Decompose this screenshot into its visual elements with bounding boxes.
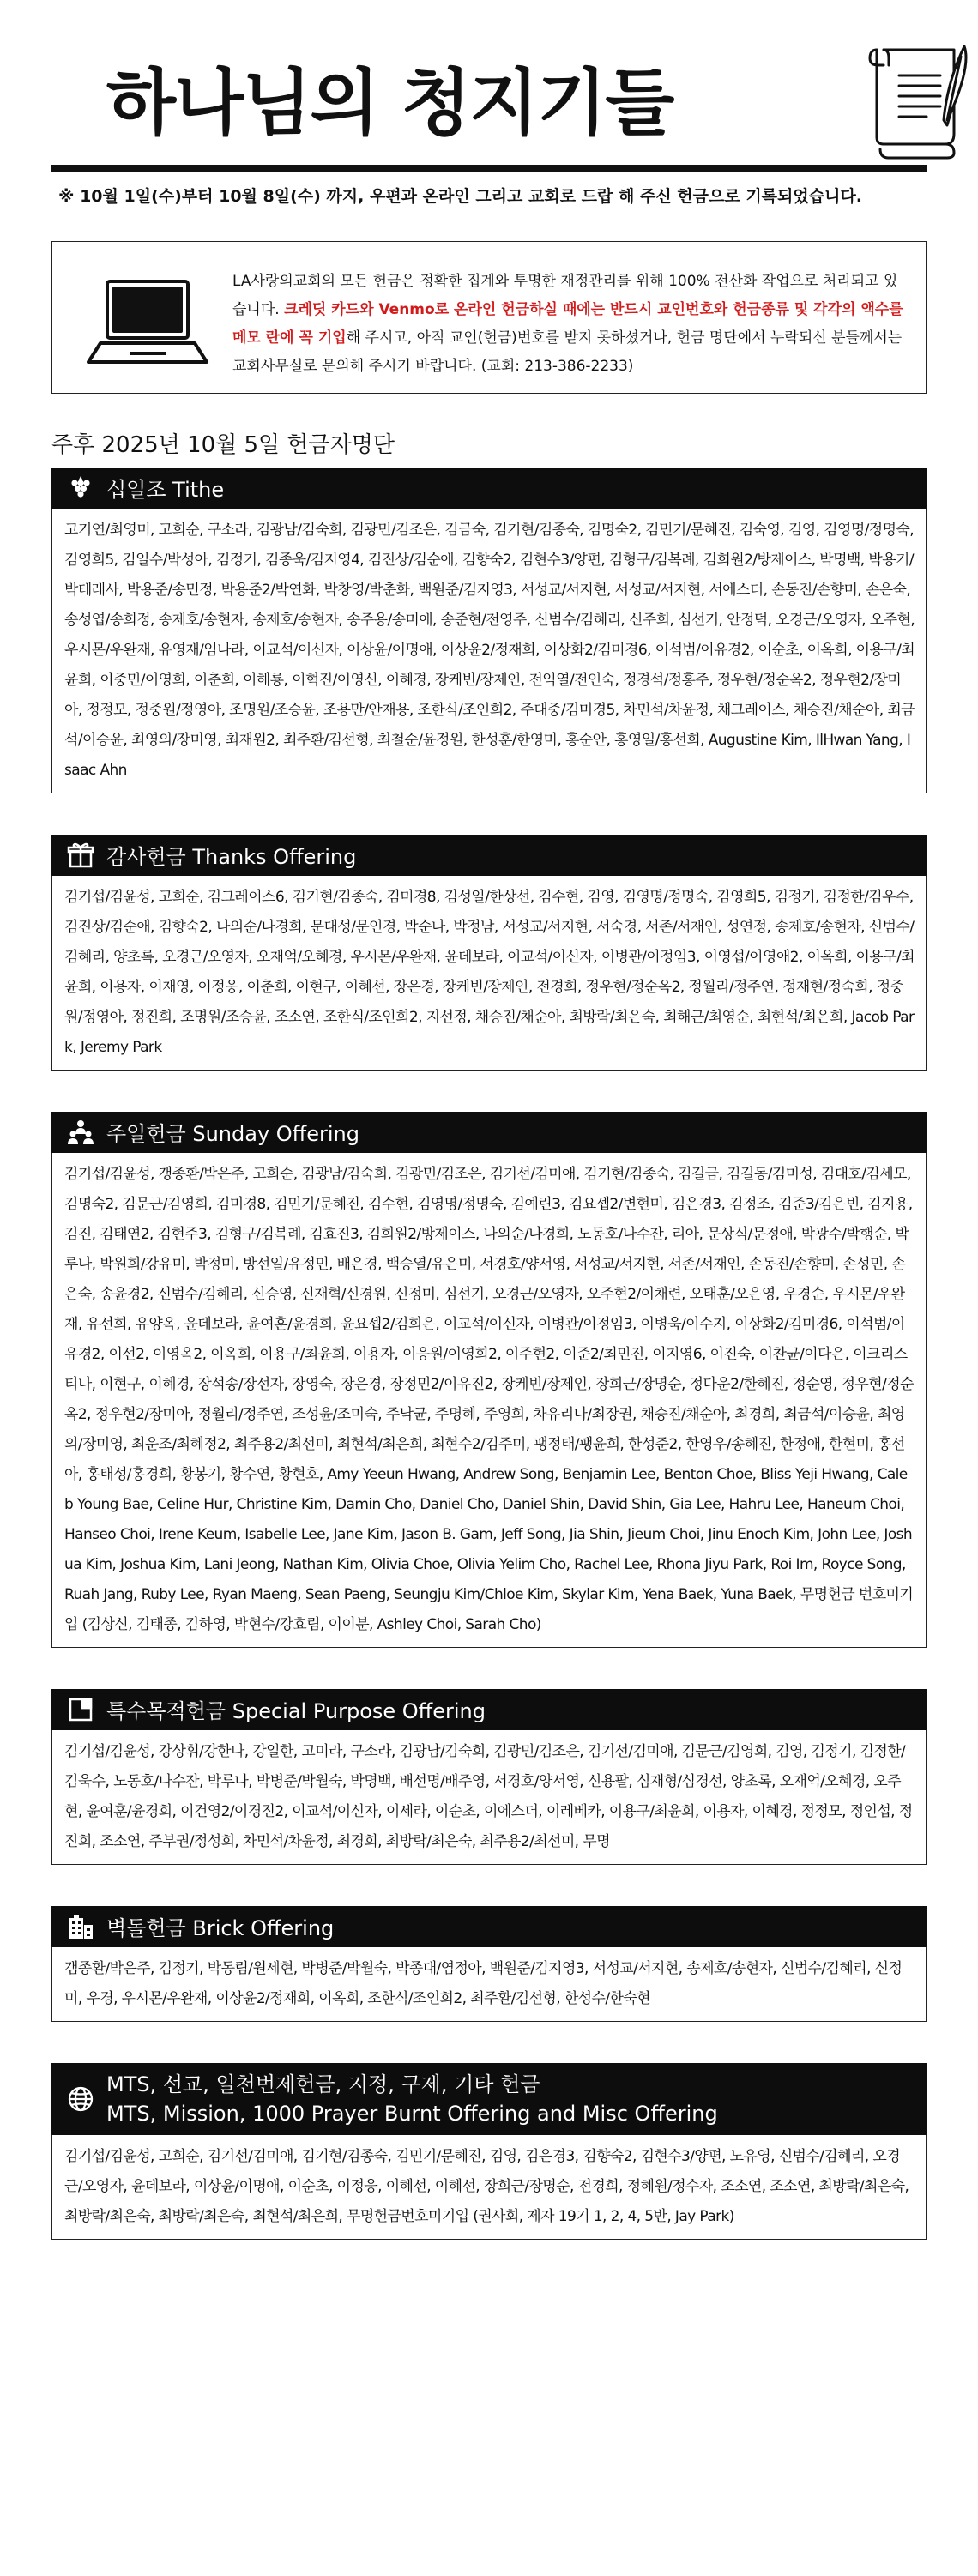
- section-names: 김기섭/김윤성, 갱종환/박은주, 고희순, 김광남/김숙희, 김광민/김조은, 김기선/김미애, 김기현/김종숙, 김길금, 김길동/김미성, 김대호/김세모, 김명숙2, 김문근/김영희, 김미경8, 김민기/문혜진, 김수현, 김영명/정명숙, 김예린3, 김요셉2/변현미, 김은경3, 김정조, 김준3/김은빈, 김지용, 김진, 김태연2, 김현주3, 김형구/김복례, 김효진3, 김희원2/방제이스, 나의순/나경희, 노동호/나수잔, 리아, 문상식/문정애, 박광수/박행순, 박루나, 박원희/강유미, 박정미, 방선일/유정민, 배은경, 백승열/유은미, 서경호/양서영, 서성교/서지현, 서존/서재인, 손동진/손향미, 손성민, 손은숙, 송윤경2, 신범수/김혜리, 신승영, 신재혁/신경원, 신정미, 심선기, 오경근/오영자, 오주현2/이채련, 오태훈/오은영, 우경순, 우시몬/우완재, 유선희, 유양옥, 윤데보라, 윤여훈/윤경희, 윤요셉2/김희은, 이교석/이신자, 이병관/이정임3, 이병욱/이수지, 이상화2/김미경6, 이석범/이유경2, 이선2, 이영옥2, 이옥희, 이용구/최윤희, 이용자, 이응원/이영희2, 이주현2, 이준2/최민진, 이지영6, 이진숙, 이찬균/이다은, 이크리스티나, 이현구, 이혜경, 장석송/장선자, 장영숙, 장은경, 장정민2/이유진2, 장케빈/장제인, 장희근/장명순, 정다운2/한혜진, 정순영, 정우현/정순옥2, 정우현2/장미아, 정월리/정주연, 조성윤/조미숙, 주낙균, 주명혜, 주영희, 차유리나/최장권, 채승진/채순아, 최경희, 최금석/이승윤, 최영의/장미영, 최운조/최혜정2, 최주용2/최선미, 최현석/최은희, 최현수2/김주미, 팽정태/팽윤희, 한성준2, 한영우/송혜진, 한정애, 한현미, 홍선아, 홍태성/홍경희, 황봉기, 황수연, 황현호, Amy Yeeun Hwang, Andrew Song, Benjamin Lee, Benton Choe, Bliss Yeji Hwang, Caleb Young Bae, Celine Hur, Christine Kim, Damin Cho, Daniel Cho, Daniel Shin, David Shin, Gia Lee, Hahru Lee, Haneum Choi, Hanseo Choi, Irene Keum, Isabelle Lee, Jane Kim, Jason B. Gam, Jeff Song, Jia Shin, Jieum Choi, Jinu Enoch Kim, John Lee, Joshua Kim, Joshua Kim, Lani Jeong, Nathan Kim, Olivia Choe, Olivia Yelim Cho, Rachel Lee, Rhona Jiyu Park, Roi Im, Royce Song, Ruah Jang, Ruby Lee, Ryan Maeng, Sean Paeng, Seungju Kim/Chloe Kim, Skylar Kim, Yena Baek, Yuna Baek, 무명헌금 번호미기입 (김상신, 김태종, 김하영, 박현수/강효림, 이이분, Ashley Choi, Sarah Cho): [51, 1153, 927, 1648]
- section-mts: [51, 2063, 927, 2240]
- section-names: 김기섭/김윤성, 고희순, 김그레이스6, 김기현/김종숙, 김미경8, 김성일/한상선, 김수현, 김영, 김영명/정명숙, 김영희5, 김정기, 김정한/김우수, 김진상/김순애, 김향숙2, 나의순/나경희, 문대성/문인경, 박순나, 박정남, 서성교/서지현, 서숙경, 서존/서재인, 성연정, 송제호/송현자, 신범수/김혜리, 양초록, 오경근/오영자, 오재억/오혜경, 우시몬/우완재, 윤데보라, 이교석/이신자, 이병관/이정임3, 이영섭/이영애2, 이옥희, 이용구/최윤희, 이용자, 이재영, 이정웅, 이춘희, 이현구, 이혜선, 장은경, 장케빈/장제인, 전경희, 정우현/정순옥2, 정월리/정주연, 정재현/정숙희, 정중원/정영아, 정진희, 조명원/조승윤, 조소연, 조한식/조인희2, 지선정, 채승진/채순아, 최방락/최은숙, 최해근/최영순, 최현석/최은희, Jacob Park, Jeremy Park: [51, 876, 927, 1071]
- section-special: [51, 1689, 927, 1865]
- people-icon: [67, 1119, 94, 1146]
- header-rule: [51, 165, 927, 172]
- scroll-quill-icon: [858, 31, 978, 160]
- section-brick: [51, 1906, 927, 2022]
- section-title-en: MTS, Mission, 1000 Prayer Burnt Offering and Misc Offering: [106, 2101, 718, 2126]
- section-header: [51, 1689, 927, 1730]
- section-title-ko: MTS, 선교, 일천번제헌금, 지정, 구제, 기타 헌금: [106, 2072, 540, 2096]
- section-title: 감사헌금 Thanks Offering: [106, 845, 357, 870]
- header: [51, 0, 927, 163]
- globe-icon: [67, 2085, 94, 2113]
- section-thanks: [51, 835, 927, 1071]
- section-header: [51, 1906, 927, 1947]
- section-header: [51, 835, 927, 876]
- section-names: 김기섭/김윤성, 고희순, 김기선/김미애, 김기현/김종숙, 김민기/문혜진, 김영, 김은경3, 김향숙2, 김현수3/양편, 노유영, 신범수/김혜리, 오경근/오영자, 윤데보라, 이상윤/이명애, 이순초, 이정웅, 이혜선, 이혜선, 장희근/장명순, 전경희, 정혜원/정수자, 조소연, 조소연, 최방락/최은숙, 최방락/최은숙, 최방락/최은숙, 최현석/최은희, 무명헌금번호미기입 (권사회, 제자 19기 1, 2, 4, 5반, Jay Park): [51, 2135, 927, 2240]
- week-heading: 주후 2025년 10월 5일 헌금자명단: [51, 431, 395, 458]
- info-highlight: 크레딧 카드와 Venmo로 온라인 헌금하실 때에는 반드시 교인번호와 헌금종류 및 각각의 액수를 메모 란에 꼭 기입: [232, 300, 903, 347]
- section-title: 특수목적헌금 Special Purpose Offering: [106, 1699, 486, 1724]
- gift-icon: [67, 842, 94, 869]
- section-header: [51, 1112, 927, 1153]
- building-icon: [67, 1913, 94, 1940]
- section-header: [51, 468, 927, 509]
- section-title: 십일조 Tithe: [106, 478, 225, 503]
- section-tithe: [51, 468, 927, 793]
- info-box: [51, 241, 927, 394]
- section-title: 주일헌금 Sunday Offering: [106, 1122, 359, 1147]
- section-names: 갬종환/박은주, 김정기, 박동림/원세현, 박병준/박월숙, 박종대/염정아, 백원준/김지영3, 서성교/서지현, 송제호/송현자, 신범수/김혜리, 신정미, 우경, 우시몬/우완재, 이상윤2/정재희, 이옥희, 조한식/조인희2, 최주환/김선형, 한성수/한숙현: [51, 1947, 927, 2022]
- notice-text: ※ 10월 1일(수)부터 10월 8일(수) 까지, 우편과 온라인 그리고 교회로 드랍 해 주신 헌금으로 기록되었습니다.: [58, 187, 863, 206]
- section-header: [51, 2063, 927, 2135]
- section-title: [106, 2070, 718, 2128]
- section-names: 고기연/최영미, 고희순, 구소라, 김광남/김숙희, 김광민/김조은, 김금숙, 김기현/김종숙, 김명숙2, 김민기/문혜진, 김숙영, 김영, 김영명/정명숙, 김영희5, 김일수/박성아, 김정기, 김종욱/김지영4, 김진상/김순애, 김향숙2, 김현수3/양편, 김형구/김복례, 김희원2/방제이스, 박명백, 박용기/박테레사, 박용준/송민정, 박용준2/박연화, 박창영/박춘화, 백원준/김지영3, 서성교/서지현, 서성교/서지현, 서에스더, 손동진/손향미, 손은숙, 송성엽/송희정, 송제호/송현자, 송제호/송현자, 송주용/송미애, 송준현/전영주, 신범수/김혜리, 신주희, 심선기, 안정덕, 오경근/오영자, 오주현, 우시몬/우완재, 유영재/임나라, 이교석/이신자, 이상윤/이명애, 이상윤2/정재희, 이상화2/김미경6, 이석범/이유경2, 이순초, 이옥희, 이용구/최윤희, 이중민/이영희, 이춘희, 이해룡, 이혁진/이영신, 이혜경, 장케빈/장제인, 전익열/전인숙, 정경석/정홍주, 정우현/정순옥2, 정우현2/장미아, 정정모, 정중원/정영아, 조명원/조승윤, 조용만/안재용, 조한식/조인희2, 주대중/김미경5, 차민석/차윤정, 채그레이스, 채승진/채순아, 최금석/이승윤, 최영의/장미영, 최재원2, 최주환/김선형, 최철순/윤정원, 한성훈/한영미, 홍순안, 홍영일/홍선희, Augustine Kim, IlHwan Yang, Isaac Ahn: [51, 509, 927, 793]
- page-title: 하나님의 청지기들: [106, 61, 673, 145]
- info-text: LA사랑의교회의 모든 헌금은 정확한 집계와 투명한 재정관리를 위해 100% 전산화 작업으로 처리되고 있습니다.: [232, 272, 898, 318]
- document-icon: [67, 1696, 94, 1723]
- grapes-icon: [67, 474, 94, 502]
- section-names: 김기섭/김윤성, 강상휘/강한나, 강일한, 고미라, 구소라, 김광남/김숙희, 김광민/김조은, 김기선/김미애, 김문근/김영희, 김영, 김정기, 김정한/김욱수, 노동호/나수잔, 박루나, 박병준/박월숙, 박명백, 배선명/배주영, 서경호/양서영, 신용팔, 심재형/심경선, 양초록, 오재억/오혜경, 오주현, 윤여훈/윤경희, 이건영2/이경진2, 이교석/이신자, 이세라, 이순초, 이에스더, 이레베카, 이용구/최윤희, 이용자, 이혜경, 정정모, 정인섭, 정진희, 조소연, 주부권/정성희, 차민석/차윤정, 최경희, 최방락/최은숙, 최주용2/최선미, 무명: [51, 1730, 927, 1865]
- info-text-cont: 해 주시고, 아직 교인(헌금)번호를 받지 못하셨거나, 헌금 명단에서 누락되신 분들께서는 교회사무실로 문의해 주시기 바랍니다. (교회: 213-386-2233): [232, 329, 903, 375]
- section-sunday: [51, 1112, 927, 1648]
- section-title: 벽돌헌금 Brick Offering: [106, 1916, 335, 1941]
- computer-icon: [83, 276, 212, 371]
